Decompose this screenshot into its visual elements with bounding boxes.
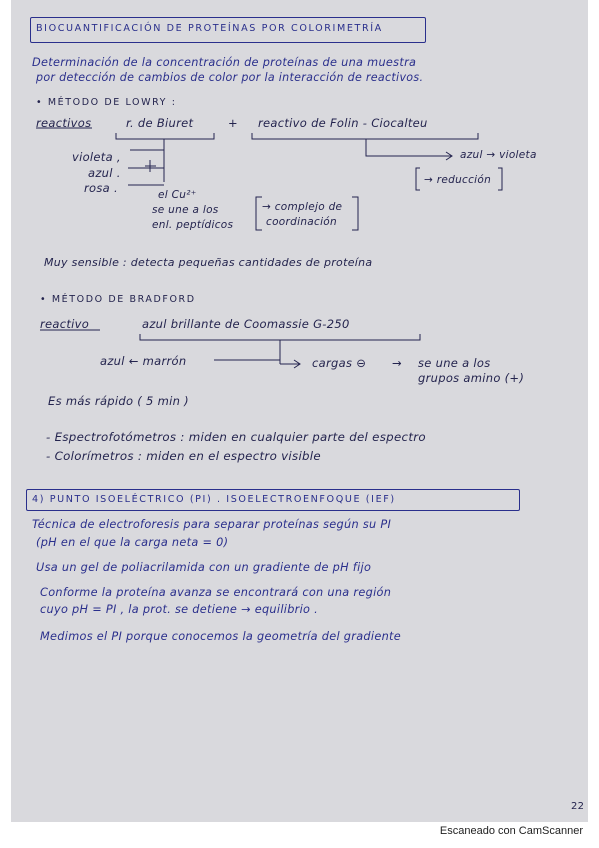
instrument-espectrofotometros: - Espectrofotómetros : miden en cualquier parte del espectro <box>46 430 426 444</box>
complex-line-2: coordinación <box>266 216 337 228</box>
color-azul: azul . <box>88 166 121 180</box>
lowry-reagent-folin: reactivo de Folin - Ciocalteu <box>258 116 428 130</box>
section4-line-3: Usa un gel de poliacrilamida con un gradiente de pH fijo <box>36 561 372 574</box>
cargas-arrow: → <box>392 356 402 370</box>
azul-marron: azul ← marrón <box>100 354 187 368</box>
cu-line-1: el Cu²⁺ <box>158 189 197 201</box>
cu-line-2: se une a los <box>152 204 219 216</box>
section4-line-1: Técnica de electroforesis para separar proteínas según su PI <box>32 518 392 531</box>
section4-heading: 4) PUNTO ISOELÉCTRICO (PI) . ISOELECTROENFOQUE (IEF) <box>32 494 396 505</box>
complex-line-1: → complejo de <box>262 201 343 213</box>
intro-line-2: por detección de cambios de color por la interacción de reactivos. <box>36 71 424 84</box>
color-violeta: violeta , <box>72 150 121 164</box>
lowry-reagent-biuret: r. de Biuret <box>126 116 194 130</box>
une-line-2: grupos amino (+) <box>418 371 525 385</box>
lowry-sensitivity: Muy sensible : detecta pequeñas cantidades de proteína <box>44 256 373 269</box>
section4-line-2: (pH en el que la carga neta = 0) <box>36 536 229 549</box>
scanner-footer: Escaneado con CamScanner <box>439 825 583 837</box>
cu-line-3: enl. peptídicos <box>152 219 234 231</box>
bradford-reagent: azul brillante de Coomassie G-250 <box>142 317 350 331</box>
lowry-plus: + <box>228 116 238 130</box>
lowry-reactivos-label: reactivos <box>36 116 92 130</box>
section4-line-4: Conforme la proteína avanza se encontrará con una región <box>40 586 392 599</box>
instrument-colorimetros: - Colorímetros : miden en el espectro visible <box>46 449 321 463</box>
lowry-heading: • MÉTODO DE LOWRY : <box>36 97 177 108</box>
section4-line-6: Medimos el PI porque conocemos la geometría del gradiente <box>40 630 402 643</box>
intro-line-1: Determinación de la concentración de proteínas de una muestra <box>32 56 417 69</box>
page-number: 22 <box>571 801 585 812</box>
color-rosa: rosa . <box>84 181 118 195</box>
page-title: BIOCUANTIFICACIÓN DE PROTEÍNAS POR COLORIMETRÍA <box>36 23 383 34</box>
cargas: cargas ⊖ <box>312 356 367 370</box>
reduccion: → reducción <box>424 174 492 186</box>
bradford-reactivo-label: reactivo <box>40 317 90 331</box>
bradford-heading: • MÉTODO DE BRADFORD <box>40 294 196 305</box>
azul-violeta: azul → violeta <box>460 149 537 161</box>
une-line-1: se une a los <box>418 356 491 370</box>
bradford-speed: Es más rápido ( 5 min ) <box>48 394 189 408</box>
section4-line-5: cuyo pH = PI , la prot. se detiene → equilibrio . <box>40 603 319 616</box>
